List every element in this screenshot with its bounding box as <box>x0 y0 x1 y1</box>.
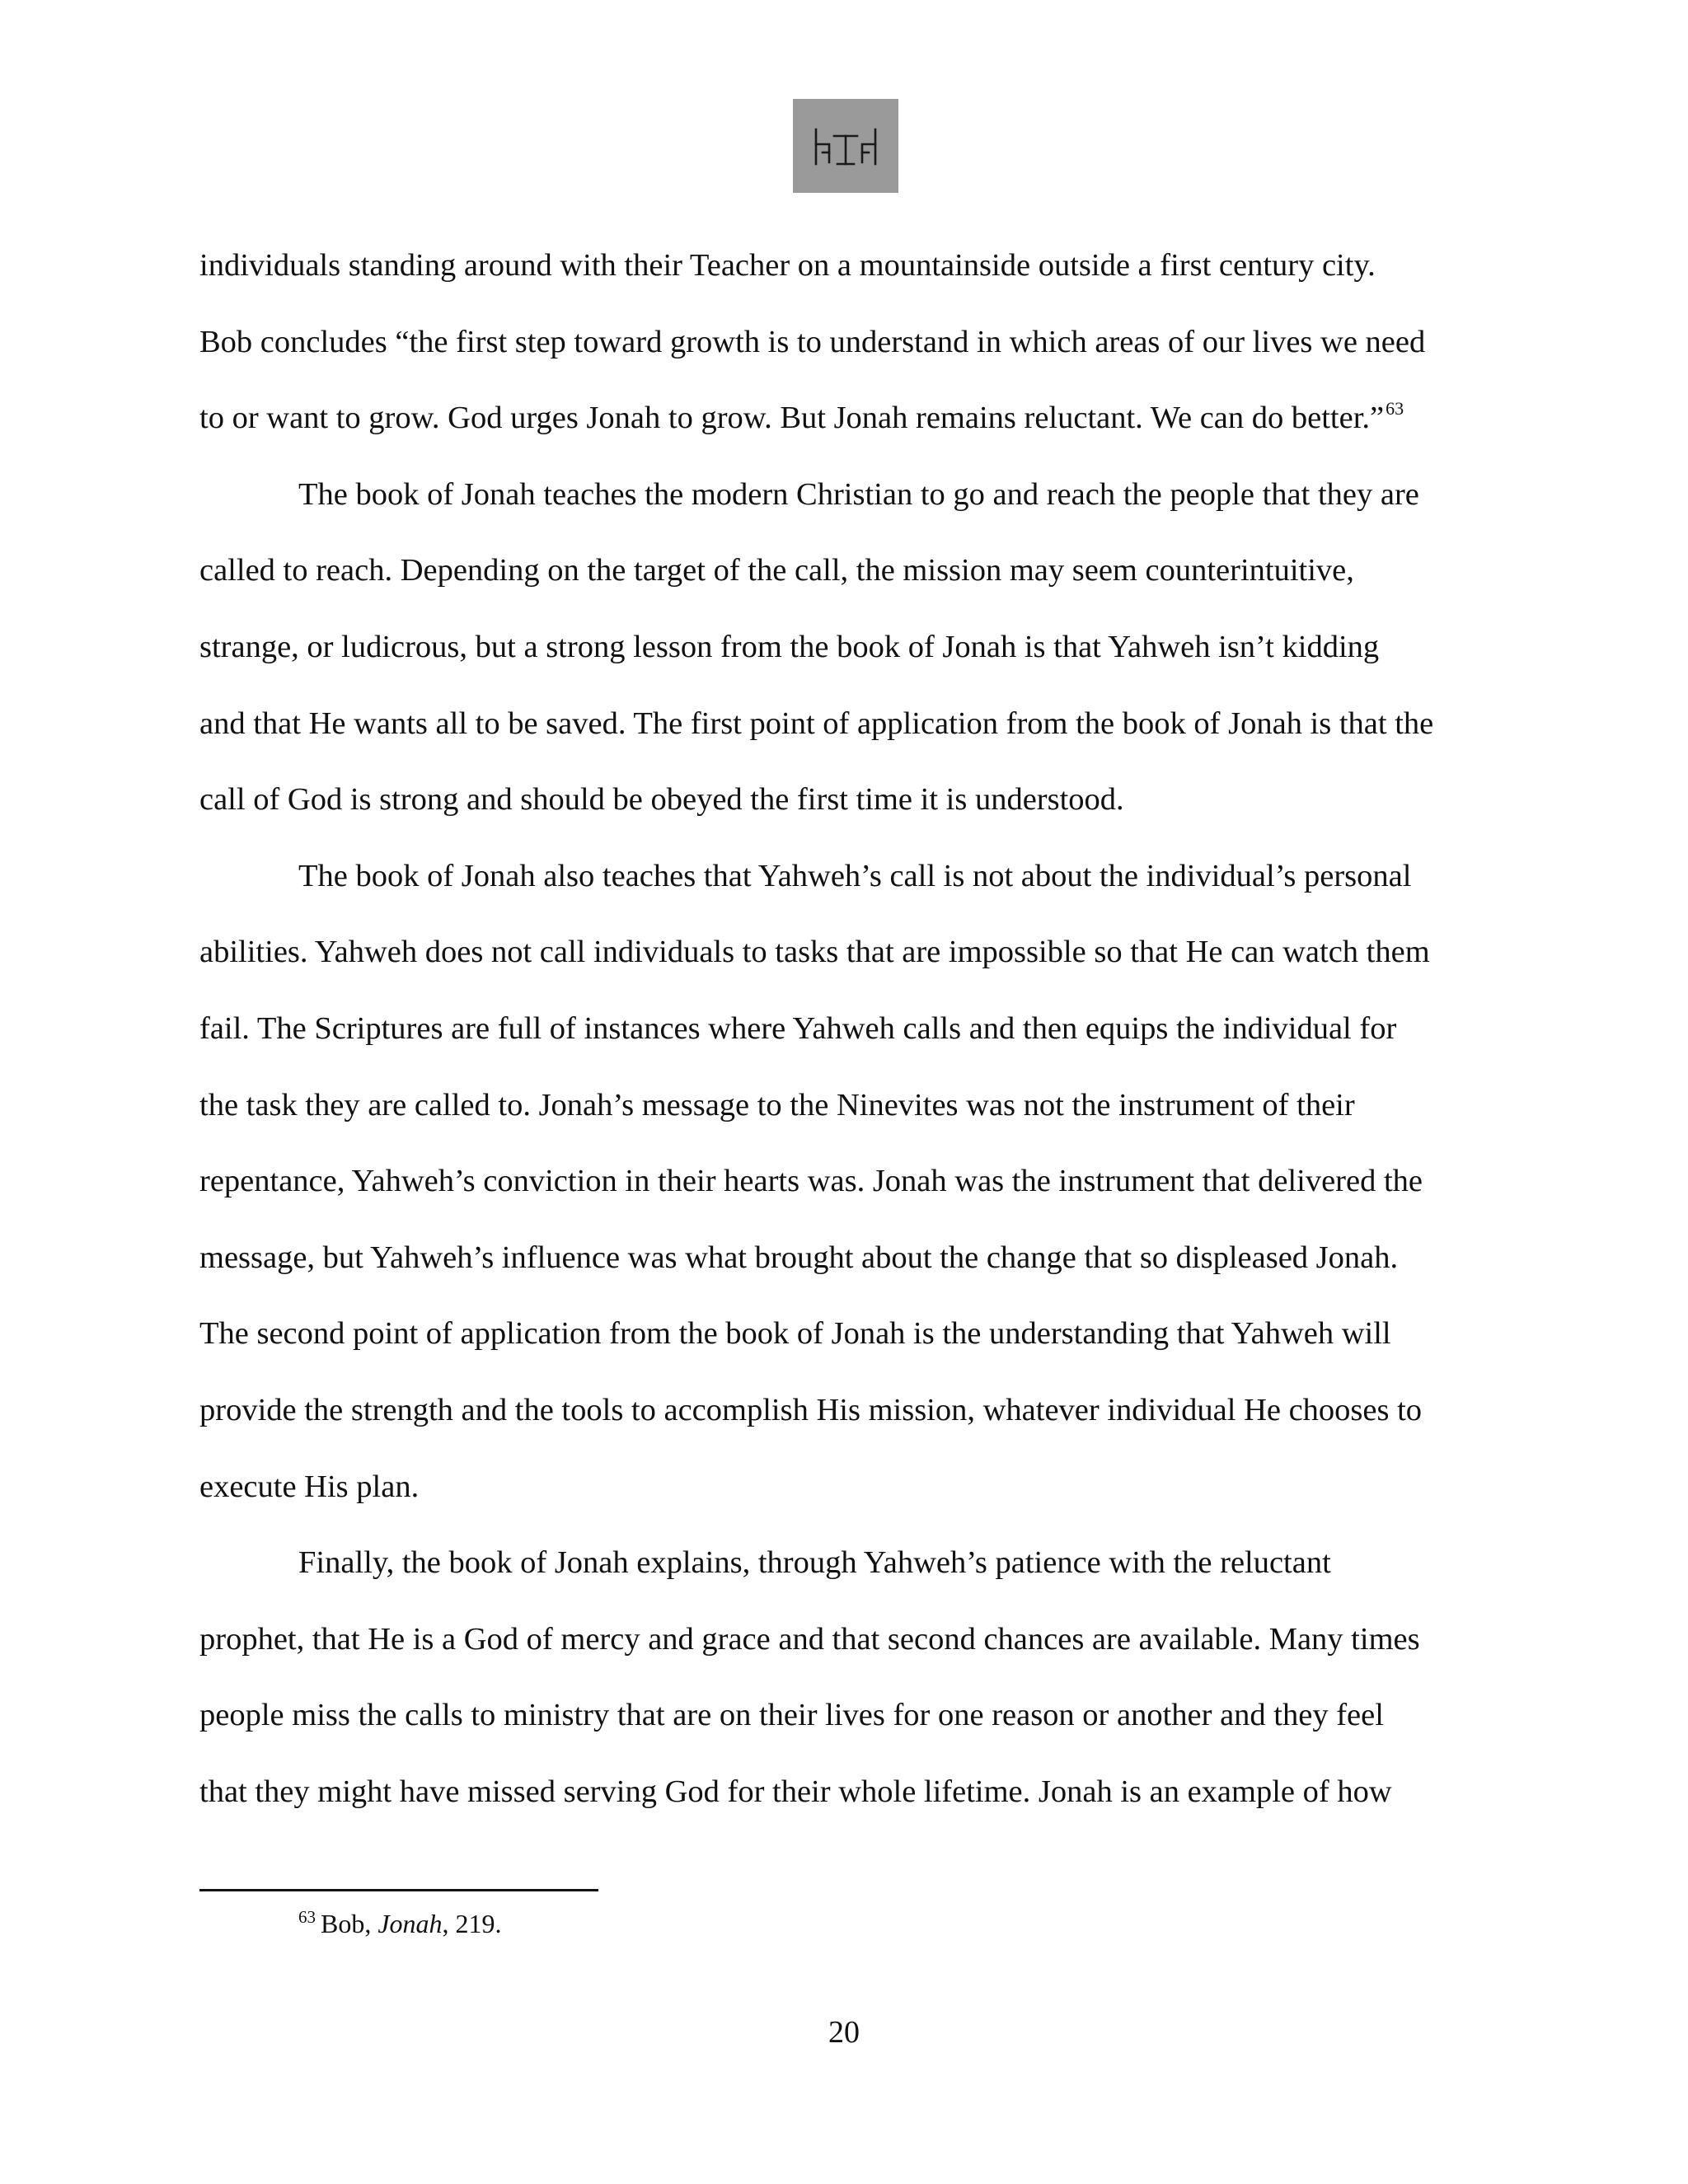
text-line: called to reach. Depending on the target of the call, the mission may seem counterintuitive, <box>199 553 1354 588</box>
header-logo <box>793 99 898 193</box>
text-line: individuals standing around with their Teacher on a mountainside outside a first century city. <box>199 248 1376 283</box>
paragraph-first-line: The book of Jonah teaches the modern Christian to go and reach the people that they are <box>298 476 1419 512</box>
footnote <box>298 1905 502 1945</box>
footnote-author: Bob, <box>321 1909 378 1938</box>
text-line: repentance, Yahweh’s conviction in their hearts was. Jonah was the instrument that delivered the <box>199 1164 1423 1199</box>
text-line: people miss the calls to ministry that are on their lives for one reason or another and they feel <box>199 1698 1384 1733</box>
footnote-title: Jonah <box>377 1909 443 1938</box>
text-line: Bob concludes “the first step toward growth is to understand in which areas of our lives we need <box>199 324 1426 359</box>
text-line: The second point of application from the book of Jonah is the understanding that Yahweh will <box>199 1316 1391 1352</box>
text-line: message, but Yahweh’s influence was what brought about the change that so displeased Jonah. <box>199 1240 1399 1275</box>
footnote-citation: , 219. <box>442 1909 502 1938</box>
page-number: 20 <box>828 2015 860 2050</box>
ornamental-logo-icon <box>811 121 880 171</box>
text-line: the task they are called to. Jonah’s message to the Ninevites was not the instrument of their <box>199 1087 1355 1122</box>
footnote-number: 63 <box>298 1907 316 1927</box>
text-line: provide the strength and the tools to accomplish His mission, whatever individual He chooses to <box>199 1392 1423 1427</box>
text-line-content: to or want to grow. God urges Jonah to grow. But Jonah remains reluctant. We can do better.” <box>199 401 1385 436</box>
body-text <box>199 227 1502 1830</box>
text-line: strange, or ludicrous, but a strong lesson from the book of Jonah is that Yahweh isn’t kidding <box>199 629 1380 664</box>
text-line: fail. The Scriptures are full of instances where Yahweh calls and then equips the individual for <box>199 1010 1397 1046</box>
text-line: execute His plan. <box>199 1469 420 1504</box>
text-line: that they might have missed serving God for their whole lifetime. Jonah is an example of how <box>199 1774 1392 1809</box>
footnote-divider <box>199 1889 598 1891</box>
text-line: abilities. Yahweh does not call individuals to tasks that are impossible so that He can watch them <box>199 935 1430 970</box>
text-line: call of God is strong and should be obeyed the first time it is understood. <box>199 782 1124 818</box>
paragraph-first-line: Finally, the book of Jonah explains, through Yahweh’s patience with the reluctant <box>298 1545 1331 1581</box>
footnote-reference[interactable]: 63 <box>1386 398 1404 419</box>
text-line: prophet, that He is a God of mercy and grace and that second chances are available. Many times <box>199 1621 1420 1657</box>
text-line <box>199 380 1502 457</box>
paragraph-first-line: The book of Jonah also teaches that Yahweh’s call is not about the individual’s personal <box>298 858 1412 893</box>
text-line: and that He wants all to be saved. The first point of application from the book of Jonah is that the <box>199 705 1434 741</box>
